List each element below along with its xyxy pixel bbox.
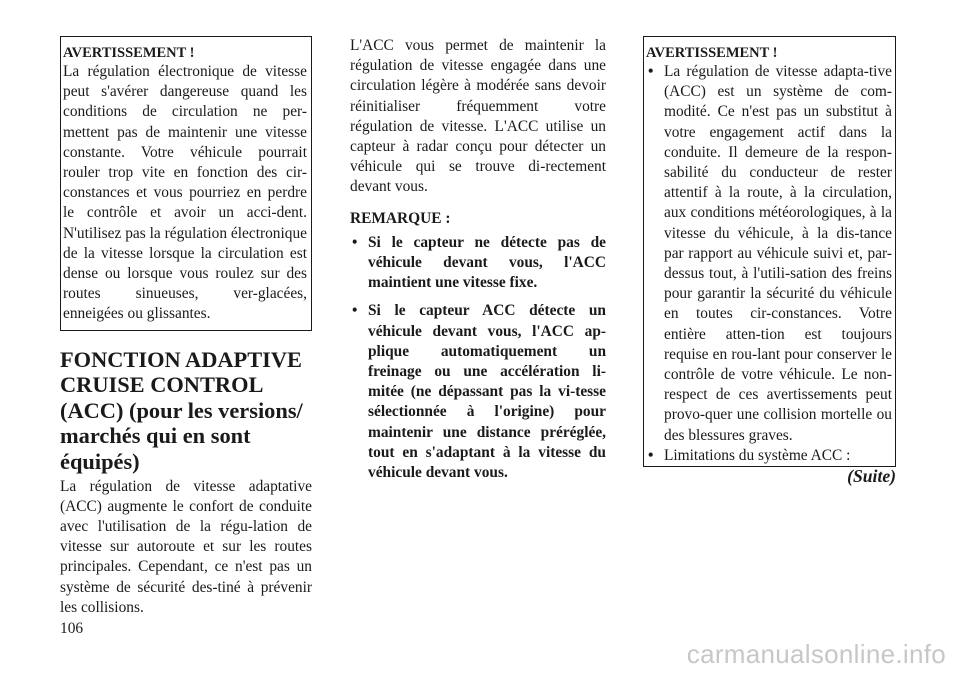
warning-list: [646, 62, 892, 466]
list-item: [646, 446, 892, 466]
bullet-icon: •: [352, 302, 358, 320]
continued-label: (Suite): [847, 466, 896, 486]
warning-box-right: [643, 36, 896, 467]
warning-text: La régulation électronique de vitesse peut s'avérer dangereuse quand les conditions de circulation ne per-mettent pas de maintenir une vitesse constante. Votre véhicule pourrait rouler trop vite en fonction des cir-constances et vous pourriez en perdre le contrôle et avoir un acci-dent. N'utilisez pas la régulation électronique de la vitesse lorsque la circulation est dense ou lorsque vous roulez sur des routes sinueuses, ver-glacées, enneigées ou glissantes.: [63, 63, 307, 323]
list-item: [646, 62, 892, 446]
warning-title: AVERTISSEMENT !: [646, 45, 778, 61]
section-heading: FONCTION ADAPTIVE CRUISE CONTROL (ACC) (pour les versions/ marchés qui en sont équipés): [60, 346, 303, 475]
list-item-text: Si le capteur ne détecte pas de véhicule devant vous, l'ACC maintient une vitesse fixe.: [368, 233, 606, 292]
warning-box-left: [60, 36, 312, 331]
watermark: carmanualsonline.info: [686, 639, 946, 669]
section-intro: La régulation de vitesse adaptative (ACC) augmente le confort de conduite avec l'utilisation de la régu-lation de vitesse sur autoroute et sur les routes principales. Cependant, ce n'est pas un système de sécurité des-tiné à prévenir les collisions.: [60, 477, 312, 616]
remark-list: [350, 233, 606, 483]
warning-title: AVERTISSEMENT !: [63, 45, 195, 61]
bullet-icon: •: [352, 233, 358, 251]
list-item: [350, 301, 606, 483]
list-item-text: Limitations du système ACC :: [664, 446, 851, 464]
left-column: [60, 36, 312, 618]
list-item-text: La régulation de vitesse adapta-tive (ACC) est un système de com-modité. Ce n'est pas un substitut à votre engagement actif dans la conduite. Il demeure de la respon-sabilité du conducteur de rester attentif à la route, à la circulation, aux conditions météorologiques, à la vitesse du véhicule, à la dis-tance par rapport au véhicule suivi et, par-dessus tout, à l'utili-sation des freins pour garantir la sécurité du véhicule en toutes cir-constances. Votre entière atten-tion est toujours requise en rou-lant pour conserver le contrôle de votre véhicule. Le non-respect de ces avertissements peut provo-quer une collision mortelle ou des blessures graves.: [664, 63, 892, 444]
list-item: [350, 233, 606, 294]
acc-description: L'ACC vous permet de maintenir la régulation de vitesse engagée dans une circulation légère à modérée sans devoir réinitialiser fréquemment votre régulation de vitesse. L'ACC utilise un capteur à radar conçu pour détecter un véhicule qui se trouve di-rectement devant vous.: [350, 37, 606, 196]
bullet-icon: •: [648, 446, 654, 464]
list-item-text: Si le capteur ACC détecte un véhicule devant vous, l'ACC ap-plique automatiquement un freinage ou une accélération li-mitée (ne dépassant pas la vi-tesse sélectionnée à l'origine) pour maintenir une distance préréglée, tout en s'adaptant à la vitesse du véhicule devant vous.: [368, 302, 606, 482]
page-number: 106: [60, 620, 84, 637]
middle-column: [350, 36, 606, 483]
remark-label: REMARQUE :: [350, 209, 451, 227]
bullet-icon: •: [648, 63, 654, 80]
right-column: [643, 36, 896, 467]
